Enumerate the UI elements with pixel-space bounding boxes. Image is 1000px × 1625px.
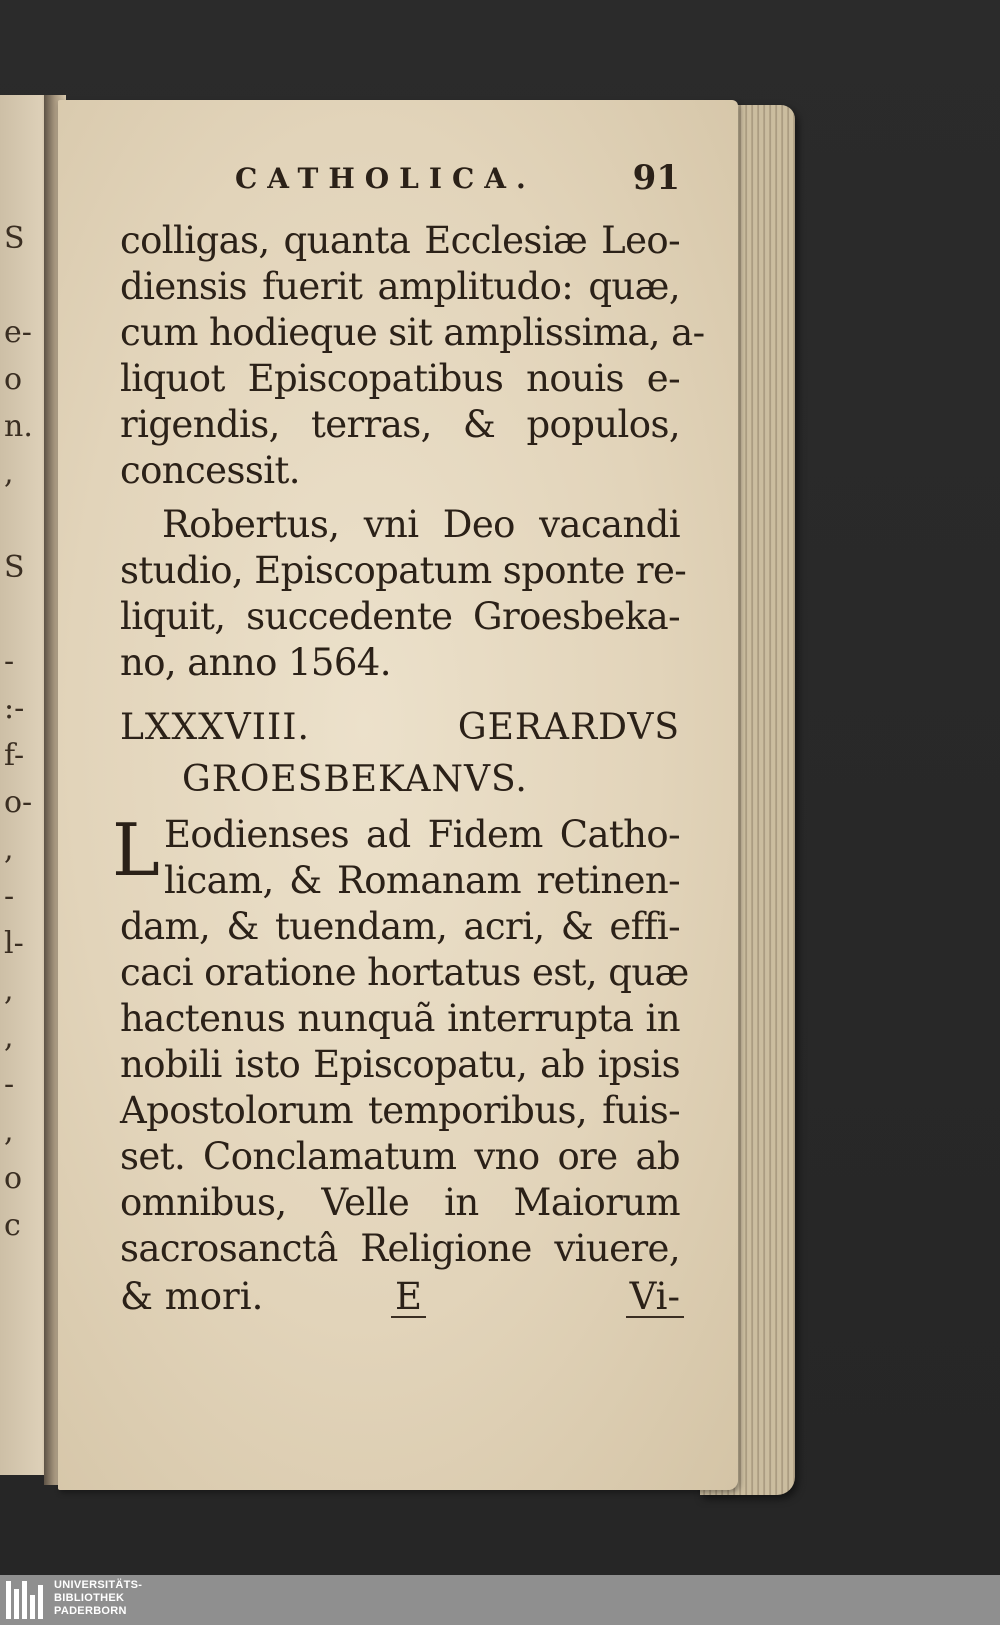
library-name-line: UNIVERSITÄTS- [54,1579,143,1591]
page-header [120,158,680,218]
text-line: licam, & Romanam retinen- [164,859,680,902]
text-line: liquit, succedente Groesbeka- [120,595,680,638]
text-line: colligas, quanta Ecclesiæ Leo- [120,219,680,262]
catchword: Vi- [629,1275,680,1318]
library-footer-bar [0,1575,1000,1625]
text-line: diensis fuerit amplitudo: quæ, [120,265,680,308]
page-number: 91 [632,158,680,198]
paragraph-2 [120,502,687,686]
text-line: Apostolorum temporibus, fuis- [120,1089,680,1132]
text-block [112,158,705,1320]
library-name-line: PADERBORN [54,1605,127,1617]
text-line: rigendis, terras, & populos, [120,403,680,446]
text-line: omnibus, Velle in Maiorum [120,1181,680,1224]
text-line: no, anno 1564. [120,641,391,684]
library-name-line: BIBLIOTHEK [54,1592,125,1604]
text-line: liquot Episcopatibus nouis e- [120,357,680,400]
facing-page-fragments: S e- o n. , S - :- f- o- , - l- , , - , o c [4,221,33,1243]
paragraph-1 [120,218,705,494]
library-name [54,1579,142,1618]
text-line: cum hodieque sit amplissima, a- [120,311,705,354]
text-line: Eodienses ad Fidem Catho- [164,813,680,856]
page-footer [120,1274,680,1320]
paragraph-3 [112,808,689,1272]
text-line: nobili isto Episcopatu, ab ipsis [120,1043,680,1086]
text-line: caci oratione hortatus est, quæ [120,951,689,994]
footer-last-words: & mori. [120,1275,264,1318]
text-line: Robertus, vni Deo vacandi [162,503,680,546]
section-heading: LXXXVIII. GERARDVS [120,707,680,748]
running-head: CATHOLICA. [235,162,536,195]
text-line: hactenus nunquã interrupta in [120,997,680,1040]
signature-mark: E [395,1275,423,1318]
text-line: studio, Episcopatum sponte re- [120,549,687,592]
library-logo-icon [6,1581,46,1619]
text-line: dam, & tuendam, acri, & effi- [120,905,680,948]
text-line: set. Conclamatum vno ore ab [120,1135,680,1178]
text-line: concessit. [120,449,300,492]
text-line: sacrosanctâ Religione viuere, [120,1227,680,1270]
book-page [58,100,738,1490]
drop-cap: L [112,808,160,892]
section-heading-name: GROESBEKANVS. [182,759,528,800]
